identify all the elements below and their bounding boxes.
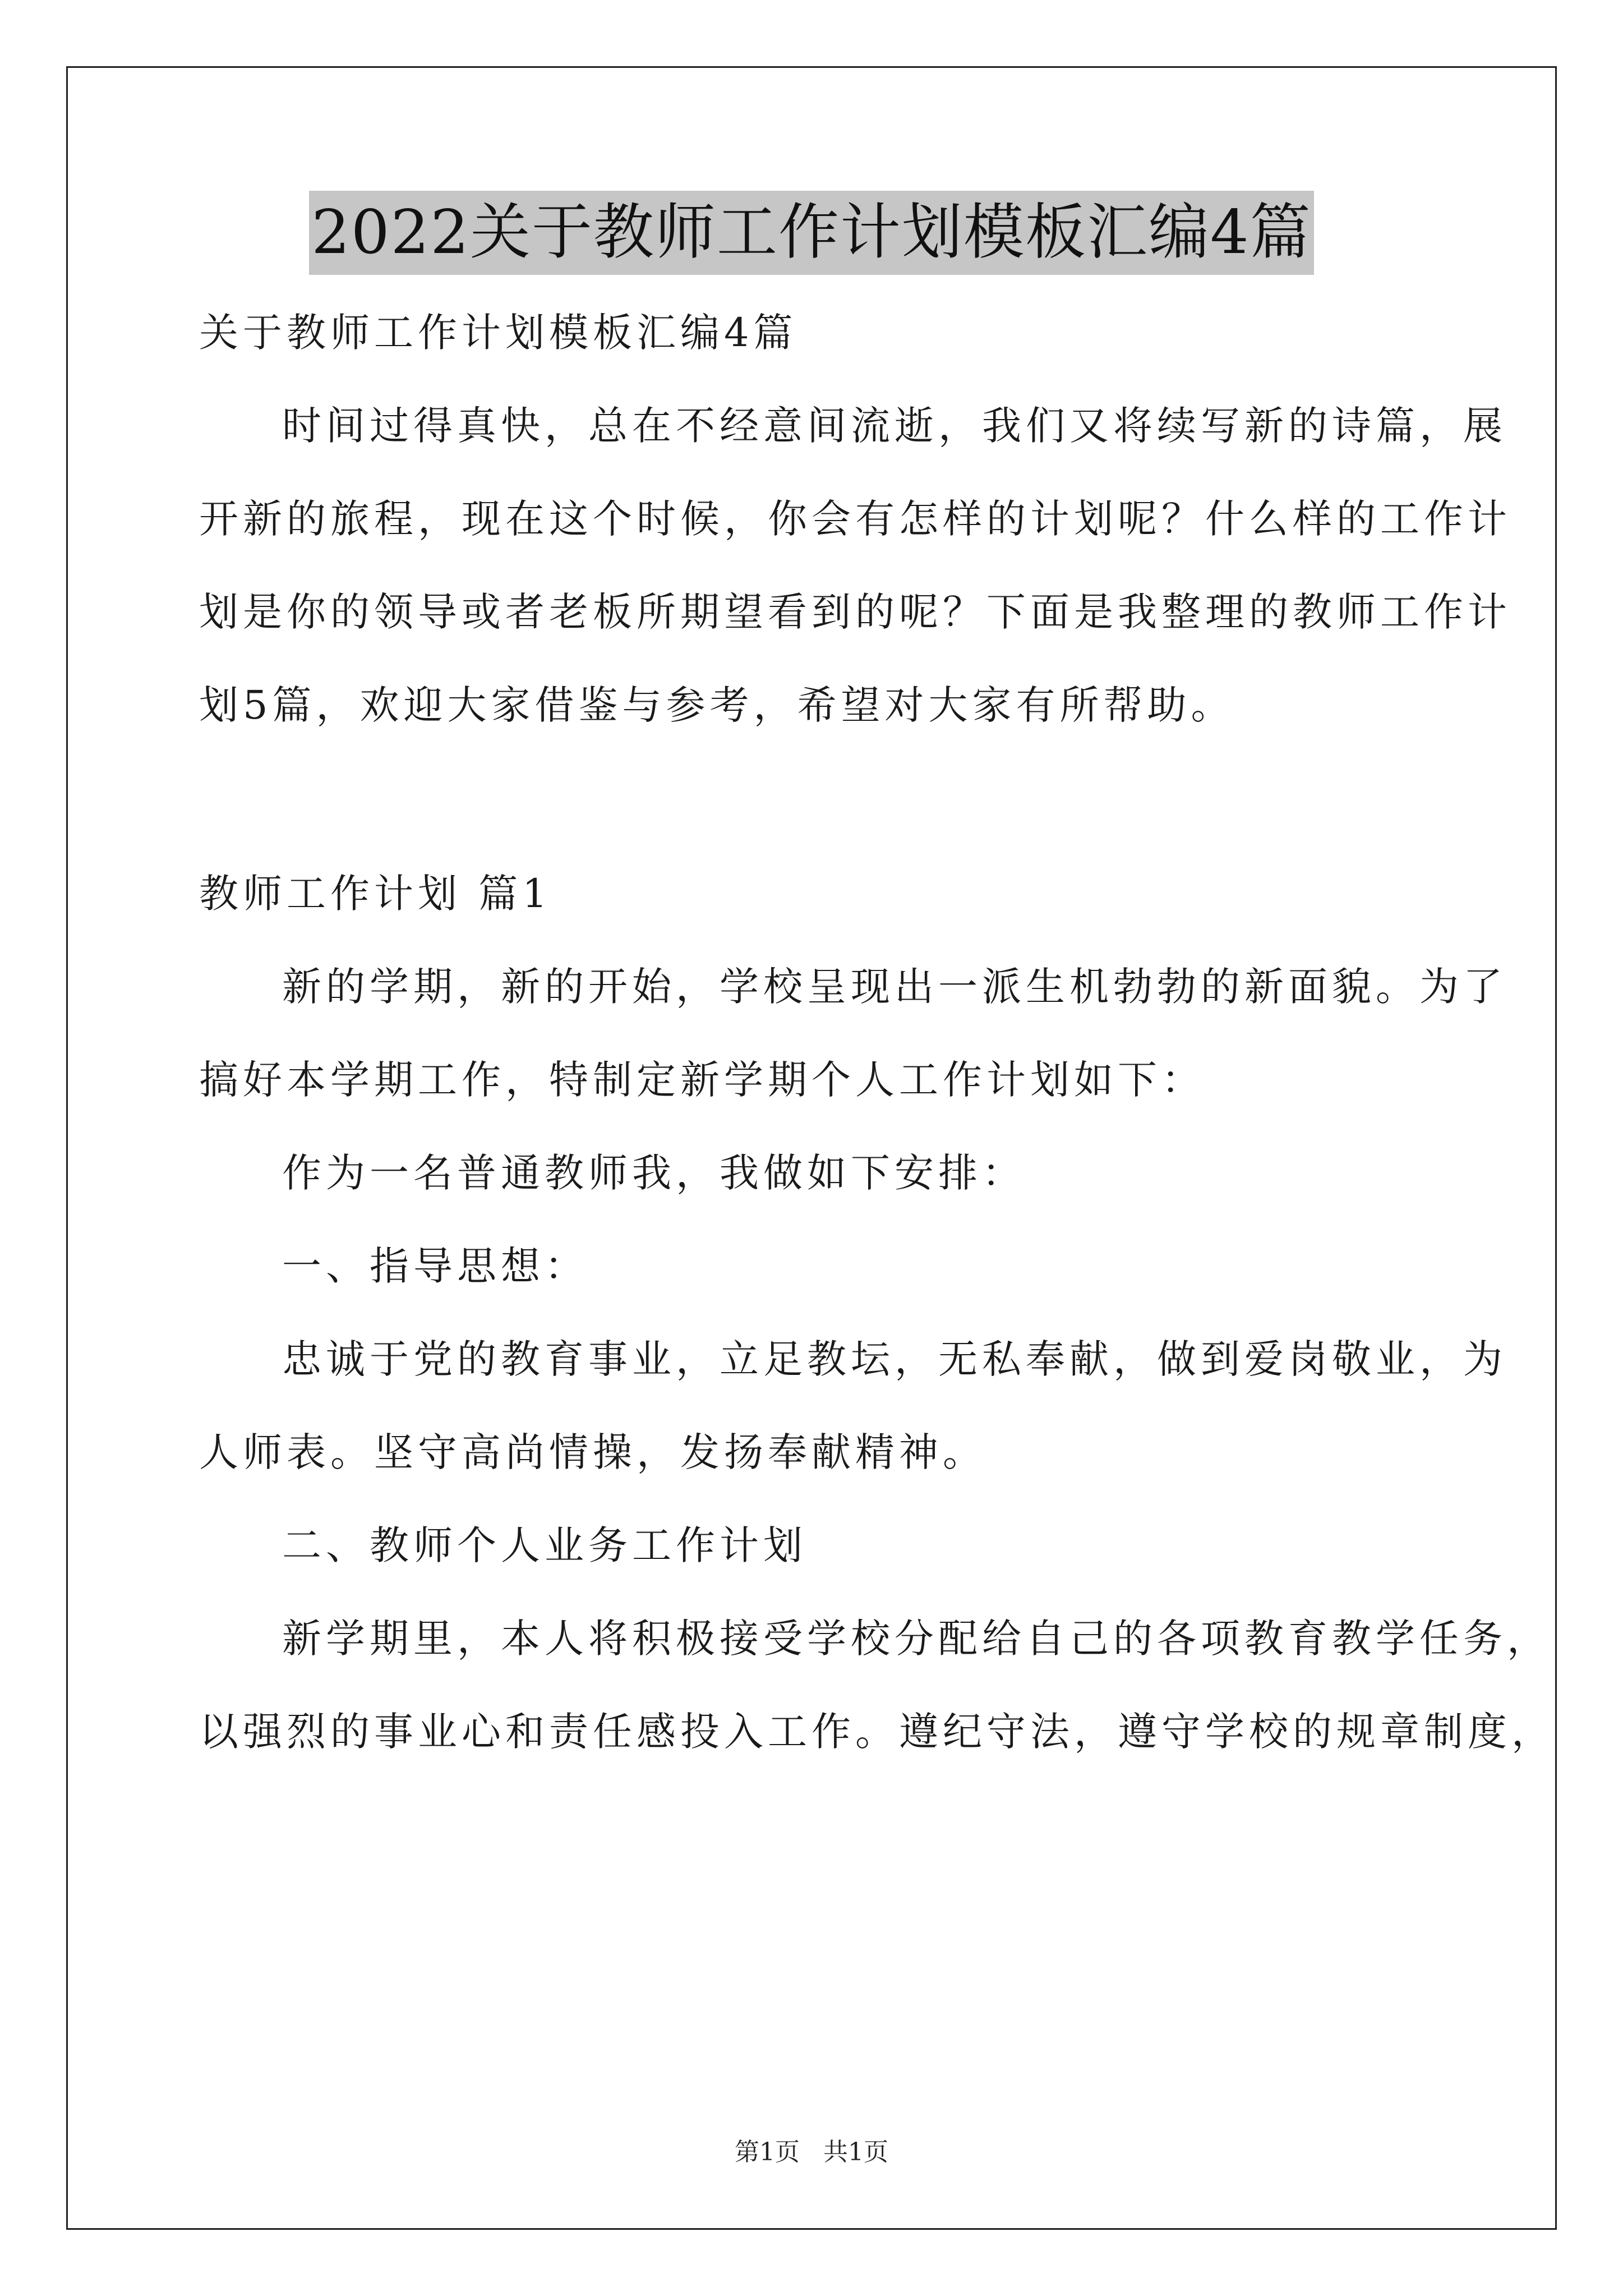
page-footer	[0, 2140, 1623, 2165]
page-number: 第1页	[735, 2138, 800, 2166]
subheading-line: 一、指导思想：	[282, 1243, 588, 1289]
paragraph-line: 划是你的领导或者老板所期望看到的呢？下面是我整理的教师工作计	[199, 589, 1511, 635]
paragraph-line: 作为一名普通教师我，我做如下安排：	[282, 1150, 1026, 1196]
paragraph-line: 新的学期，新的开始，学校呈现出一派生机勃勃的新面貌。为了	[282, 964, 1507, 1010]
paragraph-line: 忠诚于党的教育事业，立足教坛，无私奉献，做到爱岗敬业，为	[282, 1336, 1507, 1382]
paragraph-line: 人师表。坚守高尚情操，发扬奉献精神。	[199, 1429, 986, 1475]
section-heading: 教师工作计划 篇1	[199, 871, 552, 917]
subheading-line: 二、教师个人业务工作计划	[282, 1522, 807, 1568]
document-body	[199, 310, 1555, 1755]
document-title: 2022关于教师工作计划模板汇编4篇	[309, 191, 1314, 275]
subtitle-line: 关于教师工作计划模板汇编4篇	[199, 310, 797, 356]
title-container	[0, 191, 1623, 275]
paragraph-line: 以强烈的事业心和责任感投入工作。遵纪守法，遵守学校的规章制度，	[199, 1709, 1555, 1755]
paragraph-line: 时间过得真快，总在不经意间流逝，我们又将续写新的诗篇，展	[282, 403, 1507, 449]
paragraph-line: 搞好本学期工作，特制定新学期个人工作计划如下：	[199, 1057, 1205, 1103]
paragraph-line: 新学期里，本人将积极接受学校分配给自己的各项教育教学任务，	[282, 1616, 1551, 1662]
page-total: 共1页	[823, 2138, 888, 2166]
paragraph-line: 划5篇，欢迎大家借鉴与参考，希望对大家有所帮助。	[199, 682, 1235, 728]
paragraph-line: 开新的旅程，现在这个时候，你会有怎样的计划呢？什么样的工作计	[199, 496, 1511, 542]
